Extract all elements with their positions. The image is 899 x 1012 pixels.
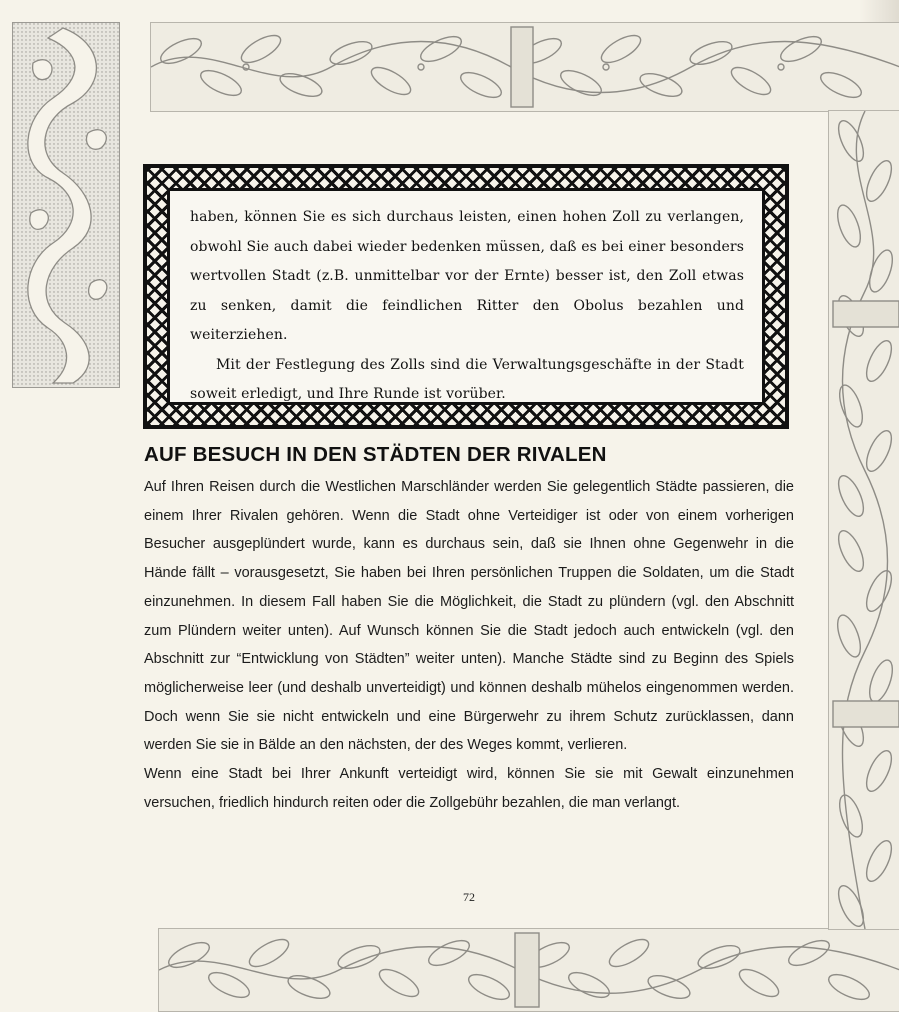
left-ornament-panel: [12, 22, 120, 388]
acanthus-scroll-ornament: [13, 23, 119, 387]
boxed-text-panel: [167, 188, 765, 405]
bottom-leaf-border: [158, 928, 899, 1012]
top-leaf-border: [150, 22, 899, 112]
section-heading: AUF BESUCH IN DEN STÄDTEN DER RIVALEN: [144, 443, 607, 466]
leaf-garland-ornament: [159, 929, 899, 1011]
section-body: [144, 473, 794, 817]
right-leaf-border: [828, 110, 899, 930]
celtic-knot-frame: [143, 164, 789, 429]
leaf-garland-ornament: [829, 111, 899, 929]
boxed-paragraph-2: Mit der Festlegung des Zolls sind die Verwaltungsgeschäfte in der Stadt soweit erledigt, und Ihre Runde ist vorüber.: [190, 356, 744, 402]
leaf-garland-ornament: [151, 23, 899, 111]
boxed-paragraph-1: haben, können Sie es sich durchaus leisten, einen hohen Zoll zu verlangen, obwohl Sie auch dabei wieder bedenken müssen, daß es bei einer besonders wertvollen Stadt (z.B. unmittelbar vor der Ernte) besser ist, den Zoll etwas zu senken, damit die feindlichen Ritter den Obolus bezahlen und weiterziehen.: [190, 209, 744, 343]
body-paragraph-1: Auf Ihren Reisen durch die Westlichen Marschländer werden Sie gelegentlich Städte passieren, die einem Ihrer Rivalen gehören. Wenn die Stadt ohne Verteidiger ist oder von einem vorherigen Besucher ausgeplündert wurde, kann es durchaus sein, daß sie Ihnen ohne Gegenwehr in die Hände fällt – vorausgesetzt, Sie haben bei Ihren persönlichen Truppen die Soldaten, um die Stadt einzunehmen. In diesem Fall haben Sie die Möglichkeit, die Stadt zu plündern (vgl. den Abschnitt zum Plündern weiter unten). Auf Wunsch können Sie die Stadt jedoch auch entwickeln (vgl. den Abschnitt zur “Entwicklung von Städten” weiter unten). Manche Städte sind zu Beginn des Spiels möglicherweise leer (und deshalb unverteidigt) und können deshalb mühelos eingenommen werden. Doch wenn Sie sie nicht entwickeln und eine Bürgerwehr zu ihrem Schutz zurücklassen, dann werden Sie sie in Bälde an den nächsten, der des Weges kommt, verlieren.: [144, 479, 794, 754]
page-number: 72: [463, 890, 475, 904]
body-paragraph-2: Wenn eine Stadt bei Ihrer Ankunft verteidigt wird, können Sie sie mit Gewalt einzunehmen versuchen, friedlich hindurch reiten oder die Zollgebühr bezahlen, die man verlangt.: [144, 766, 794, 811]
